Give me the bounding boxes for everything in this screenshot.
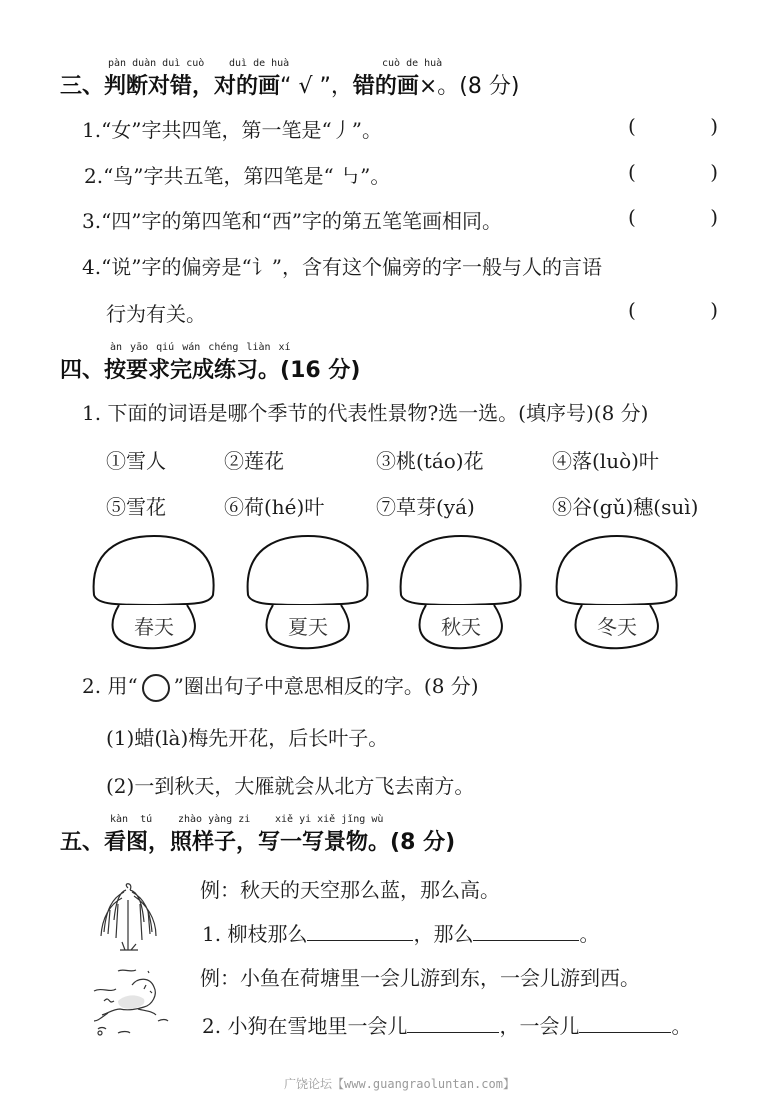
- answer-paren-3[interactable]: ( ): [628, 205, 718, 229]
- q2-sentence-2[interactable]: (2)一到秋天，大雁就会从北方飞去南方。: [106, 774, 475, 798]
- pinyin-duidehua: duì de huà: [229, 58, 290, 69]
- section-3-heading: 三、判断对错，对的画“ √ ”，错的画×。(8 分): [60, 74, 520, 99]
- example-2: 例：小鱼在荷塘里一会儿游到东，一会儿游到西。: [200, 966, 640, 990]
- mushroom-winter[interactable]: [554, 533, 680, 651]
- section-number: 三、: [60, 74, 105, 99]
- option-7: ⑦草芽(yá): [376, 495, 475, 519]
- q2-prompt: 2. 用“ ”圈出句子中意思相反的字。(8 分): [82, 670, 479, 702]
- puppy-image: [88, 965, 174, 1037]
- judge-item-1: 1.“女”字共四笔，第一笔是“丿”。: [82, 118, 382, 142]
- judge-item-3: 3.“四”字的第四笔和“西”字的第五笔笔画相同。: [82, 209, 502, 233]
- blank-input-2a[interactable]: [407, 1014, 499, 1033]
- willow-tree-icon: [98, 880, 160, 952]
- judge-item-4: 4.“说”字的偏旁是“讠”，含有这个偏旁的字一般与人的言语: [82, 255, 602, 279]
- pinyin-zhaoyangzi: zhào yàng zi: [178, 814, 251, 825]
- pinyin-panduanduicuo: pàn duàn duì cuò: [108, 58, 205, 69]
- answer-paren-4[interactable]: ( ): [628, 298, 718, 322]
- season-label-spring: 春天: [134, 615, 174, 639]
- fill-sentence-2: 2. 小狗在雪地里一会儿 ，一会儿 。: [202, 1014, 692, 1038]
- footer-watermark: 广饶论坛【www.guangraoluntan.com】: [284, 1077, 515, 1091]
- option-4: ④落(luò)叶: [552, 449, 659, 473]
- pinyin-cuodehua: cuò de huà: [382, 58, 443, 69]
- section-number: 五、: [60, 830, 105, 855]
- season-label-autumn: 秋天: [441, 615, 481, 639]
- judge-item-4-continued: 行为有关。: [106, 302, 206, 326]
- option-3: ③桃(táo)花: [376, 449, 484, 473]
- section-4-heading: 四、按要求完成练习。(16 分): [60, 358, 361, 383]
- example-1: 例：秋天的天空那么蓝，那么高。: [200, 878, 500, 902]
- option-1: ①雪人: [106, 449, 166, 473]
- pinyin-kantu: kàn tú: [110, 814, 153, 825]
- circle-icon: [142, 674, 170, 702]
- section-5-heading: 五、看图，照样子，写一写景物。(8 分): [60, 830, 456, 855]
- blank-input-1b[interactable]: [473, 922, 579, 941]
- blank-input-1a[interactable]: [307, 922, 413, 941]
- season-label-winter: 冬天: [597, 615, 637, 639]
- season-label-summer: 夏天: [288, 615, 328, 639]
- willow-tree-image: [98, 880, 160, 952]
- section-number: 四、: [60, 358, 105, 383]
- puppy-in-snow-icon: [88, 965, 174, 1037]
- pinyin-xieyixiejingwu: xiě yi xiě jǐng wù: [275, 814, 384, 825]
- option-6: ⑥荷(hé)叶: [224, 495, 325, 519]
- option-8: ⑧谷(gǔ)穗(suì): [552, 495, 699, 519]
- judge-item-2: 2.“鸟”字共五笔，第四笔是“ ㇉”。: [84, 164, 391, 188]
- mushroom-summer[interactable]: [245, 533, 371, 651]
- fill-sentence-1: 1. 柳枝那么 ，那么 。: [202, 922, 600, 946]
- q2-sentence-1[interactable]: (1)蜡(là)梅先开花，后长叶子。: [106, 726, 389, 750]
- answer-paren-1[interactable]: ( ): [628, 114, 718, 138]
- blank-input-2b[interactable]: [579, 1014, 671, 1033]
- mushroom-autumn[interactable]: [398, 533, 524, 651]
- option-5: ⑤雪花: [106, 495, 166, 519]
- mushroom-spring[interactable]: [91, 533, 217, 651]
- answer-paren-2[interactable]: ( ): [628, 160, 718, 184]
- option-2: ②莲花: [224, 449, 284, 473]
- q1-prompt: 1. 下面的词语是哪个季节的代表性景物?选一选。(填序号)(8 分): [82, 401, 649, 425]
- pinyin-anyaoqiu: àn yāo qiú wán chéng liàn xí: [110, 342, 291, 353]
